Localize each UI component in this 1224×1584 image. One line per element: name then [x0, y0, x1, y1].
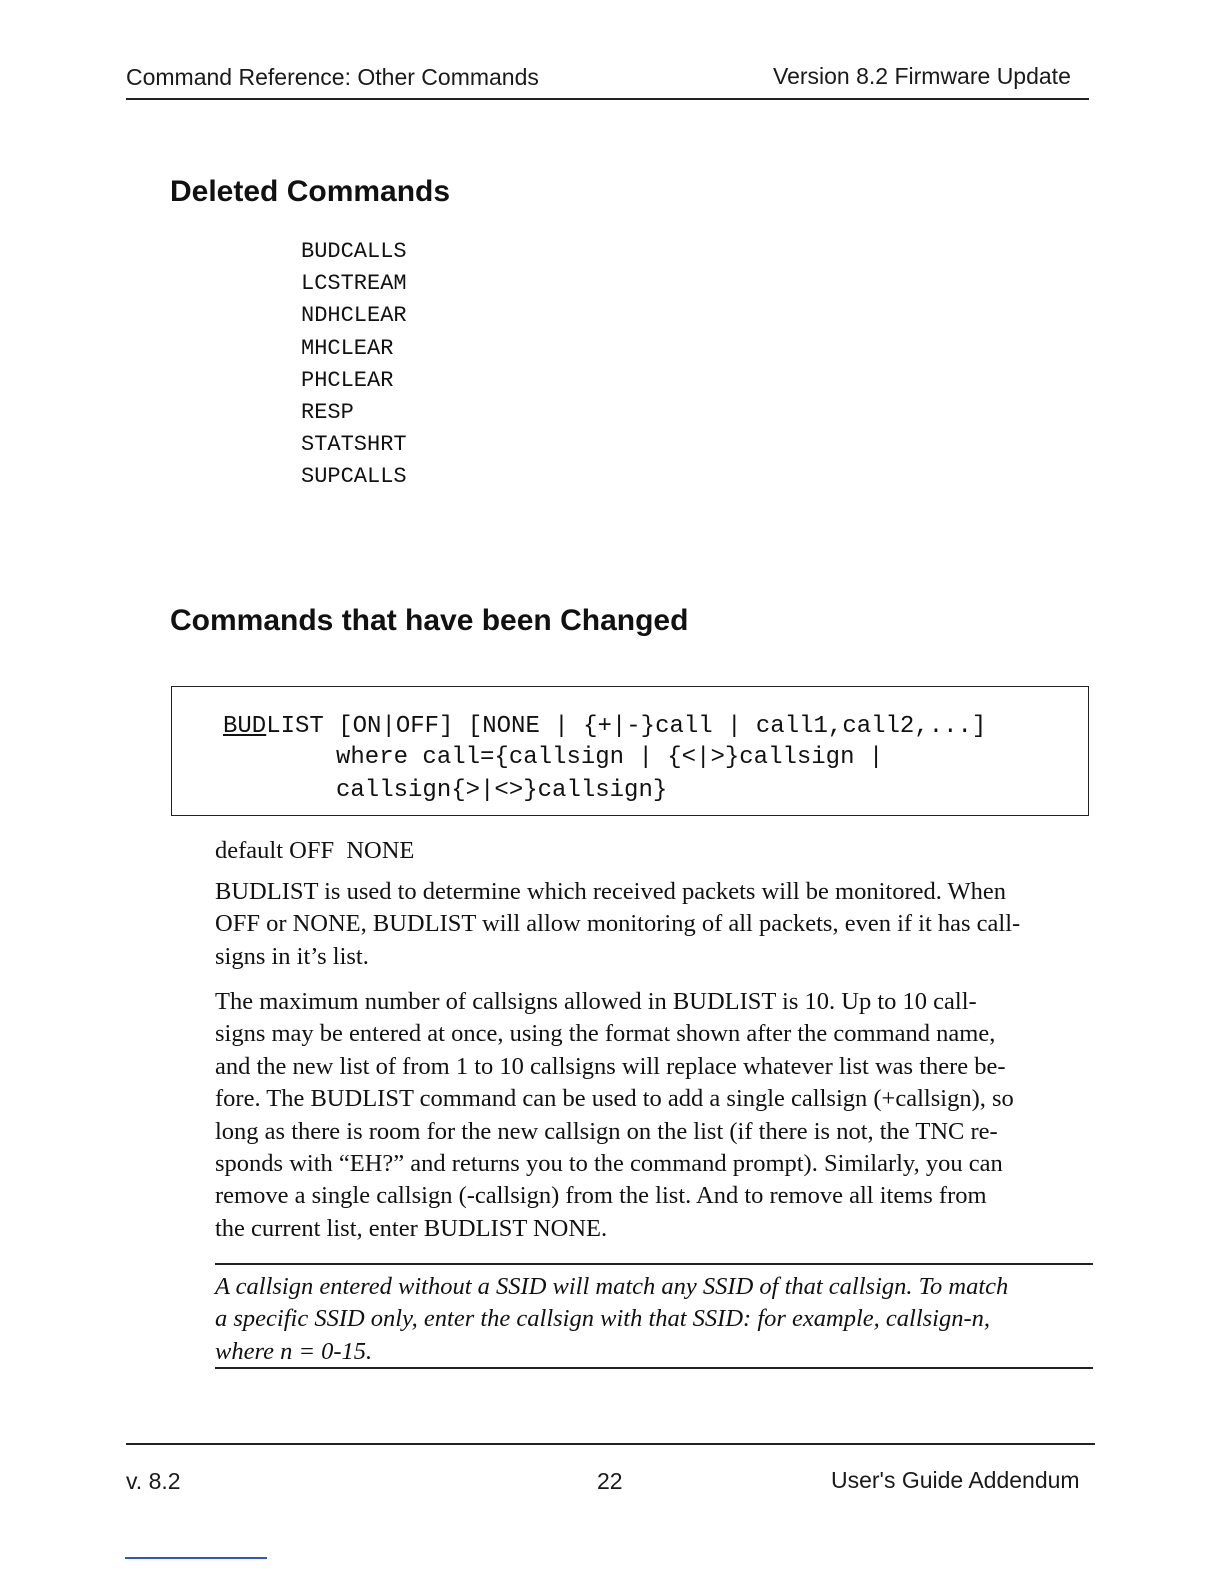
scan-mark-line: [125, 1557, 267, 1559]
command-name-rest: LIST: [266, 713, 324, 740]
deleted-commands-heading: Deleted Commands: [170, 175, 451, 208]
footer-rule: [126, 1443, 1095, 1445]
note: [215, 1271, 1093, 1368]
syntax-box: [171, 686, 1089, 816]
list-item: BUDCALLS: [301, 239, 407, 264]
syntax-line-1: [223, 713, 986, 740]
changed-commands-heading: Commands that have been Changed: [170, 604, 689, 637]
footer-title: User's Guide Addendum: [831, 1467, 1080, 1493]
footer-version: v. 8.2: [126, 1468, 181, 1494]
note-line: where n = 0-15.: [215, 1337, 373, 1365]
header-rule: [126, 98, 1089, 100]
note-line: a specific SSID only, enter the callsign with that SSID: for example, callsign-n,: [215, 1305, 991, 1333]
header-left: Command Reference: Other Commands: [126, 64, 539, 90]
note-top-rule: [215, 1263, 1093, 1265]
list-item: STATSHRT: [301, 432, 407, 458]
paragraph-line: The maximum number of callsigns allowed in BUDLIST is 10. Up to 10 call-: [215, 988, 977, 1015]
page-number: 22: [597, 1468, 623, 1494]
paragraph-line: sponds with “EH?” and returns you to the command prompt). Similarly, you can: [215, 1150, 1003, 1178]
list-item: PHCLEAR: [301, 367, 394, 393]
command-abbreviation: BUD: [223, 713, 267, 740]
list-item: RESP: [301, 400, 354, 426]
paragraph-line: BUDLIST is used to determine which received packets will be monitored. When: [215, 878, 1007, 905]
paragraph-line: signs in it’s list.: [215, 942, 369, 970]
list-item: LCSTREAM: [301, 271, 407, 297]
paragraph-line: fore. The BUDLIST command can be used to add a single callsign (+callsign), so: [215, 1085, 1014, 1113]
paragraph-line: the current list, enter BUDLIST NONE.: [215, 1214, 608, 1242]
paragraph-line: OFF or NONE, BUDLIST will allow monitoring of all packets, even if it has call-: [215, 910, 1021, 938]
deleted-commands-list: [301, 236, 407, 494]
paragraph-line: remove a single callsign (-callsign) from the list. And to remove all items from: [215, 1182, 987, 1210]
paragraph-2: [215, 986, 1095, 1245]
header-right: Version 8.2 Firmware Update: [773, 63, 1071, 89]
paragraph-1: [215, 876, 1095, 973]
note-line: A callsign entered without a SSID will match any SSID of that callsign. To match: [215, 1273, 1009, 1300]
default-value: default OFF NONE: [215, 837, 415, 864]
command-arguments: [ON|OFF] [NONE | {+|-}call | call1,call2,...]: [323, 713, 987, 740]
note-bottom-rule: [215, 1367, 1093, 1369]
syntax-line-3: callsign{>|<>}callsign}: [336, 777, 668, 804]
list-item: SUPCALLS: [301, 464, 407, 490]
list-item: NDHCLEAR: [301, 303, 407, 329]
list-item: MHCLEAR: [301, 335, 394, 361]
paragraph-line: signs may be entered at once, using the format shown after the command name,: [215, 1020, 996, 1048]
syntax-line-2: where call={callsign | {<|>}callsign |: [336, 744, 884, 771]
paragraph-line: and the new list of from 1 to 10 callsigns will replace whatever list was there be-: [215, 1052, 1006, 1080]
paragraph-line: long as there is room for the new callsign on the list (if there is not, the TNC re-: [215, 1117, 998, 1145]
